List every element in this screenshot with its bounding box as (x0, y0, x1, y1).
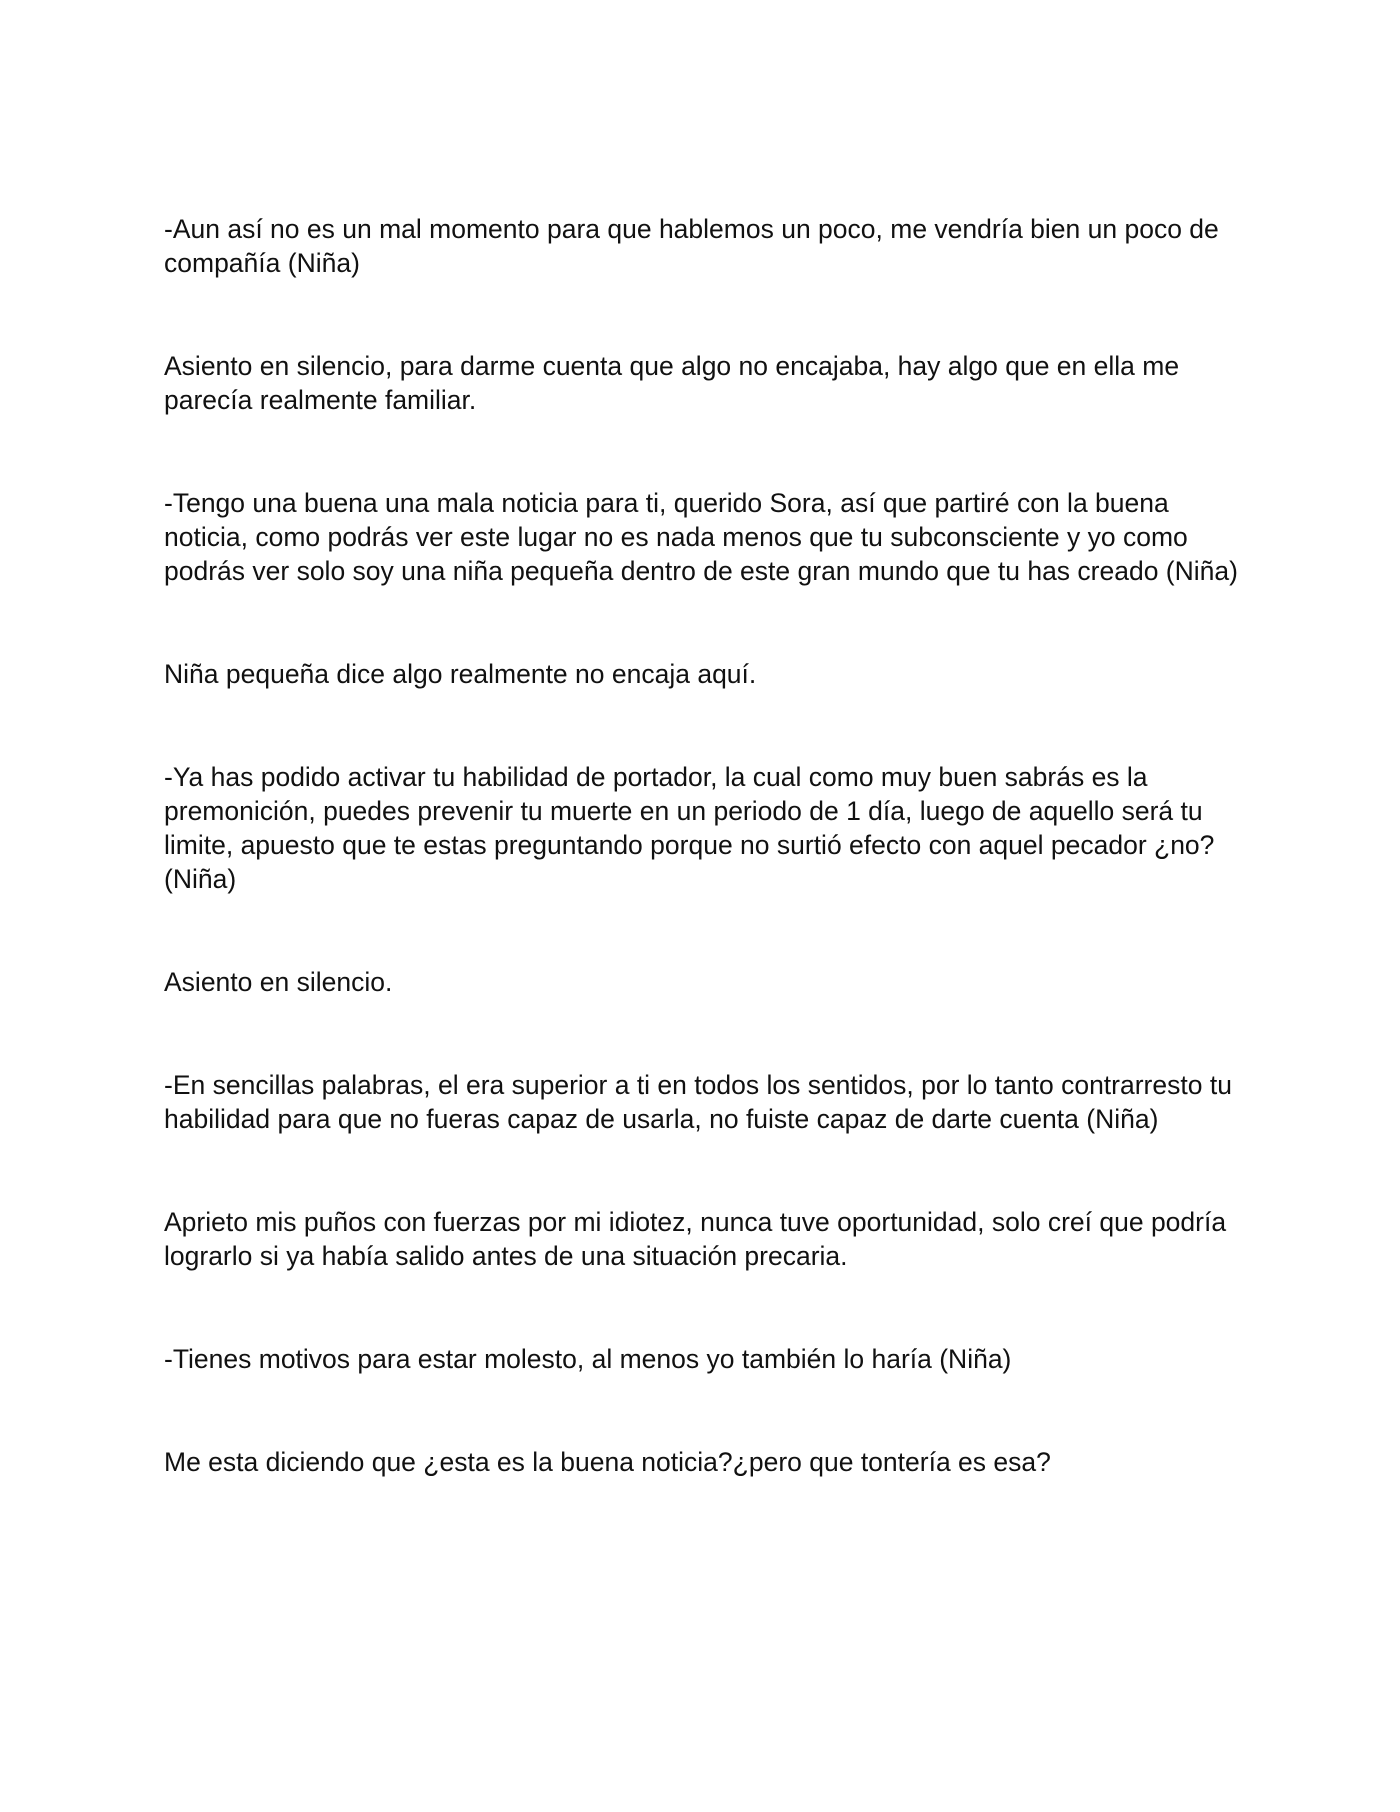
paragraph: Aprieto mis puños con fuerzas por mi idiotez, nunca tuve oportunidad, solo creí que podría lograrlo si ya había salido antes de una situación precaria. (164, 1207, 1227, 1271)
paragraph: -Tienes motivos para estar molesto, al menos yo también lo haría (Niña) (164, 1344, 1012, 1374)
paragraph: -En sencillas palabras, el era superior a ti en todos los sentidos, por lo tanto contrarresto tu habilidad para que no fueras capaz de usarla, no fuiste capaz de darte cuenta (Niña) (164, 1070, 1232, 1134)
paragraph: Asiento en silencio. (164, 967, 393, 997)
paragraph: -Ya has podido activar tu habilidad de portador, la cual como muy buen sabrás es la premonición, puedes prevenir tu muerte en un periodo de 1 día, luego de aquello será tu limite, apuesto que te estas preguntando porque no surtió efecto con aquel pecador ¿no? (Niña) (164, 762, 1215, 894)
document-body (164, 212, 1244, 1479)
paragraph: Me esta diciendo que ¿esta es la buena noticia?¿pero que tontería es esa? (164, 1447, 1051, 1477)
paragraph: Asiento en silencio, para darme cuenta que algo no encajaba, hay algo que en ella me parecía realmente familiar. (164, 351, 1180, 415)
paragraph: Niña pequeña dice algo realmente no encaja aquí. (164, 659, 757, 689)
paragraph: -Tengo una buena una mala noticia para ti, querido Sora, así que partiré con la buena noticia, como podrás ver este lugar no es nada menos que tu subconsciente y yo como podrás ver solo soy una niña pequeña dentro de este gran mundo que tu has creado (Niña) (164, 488, 1238, 586)
paragraph: -Aun así no es un mal momento para que hablemos un poco, me vendría bien un poco de compañía (Niña) (164, 214, 1219, 278)
